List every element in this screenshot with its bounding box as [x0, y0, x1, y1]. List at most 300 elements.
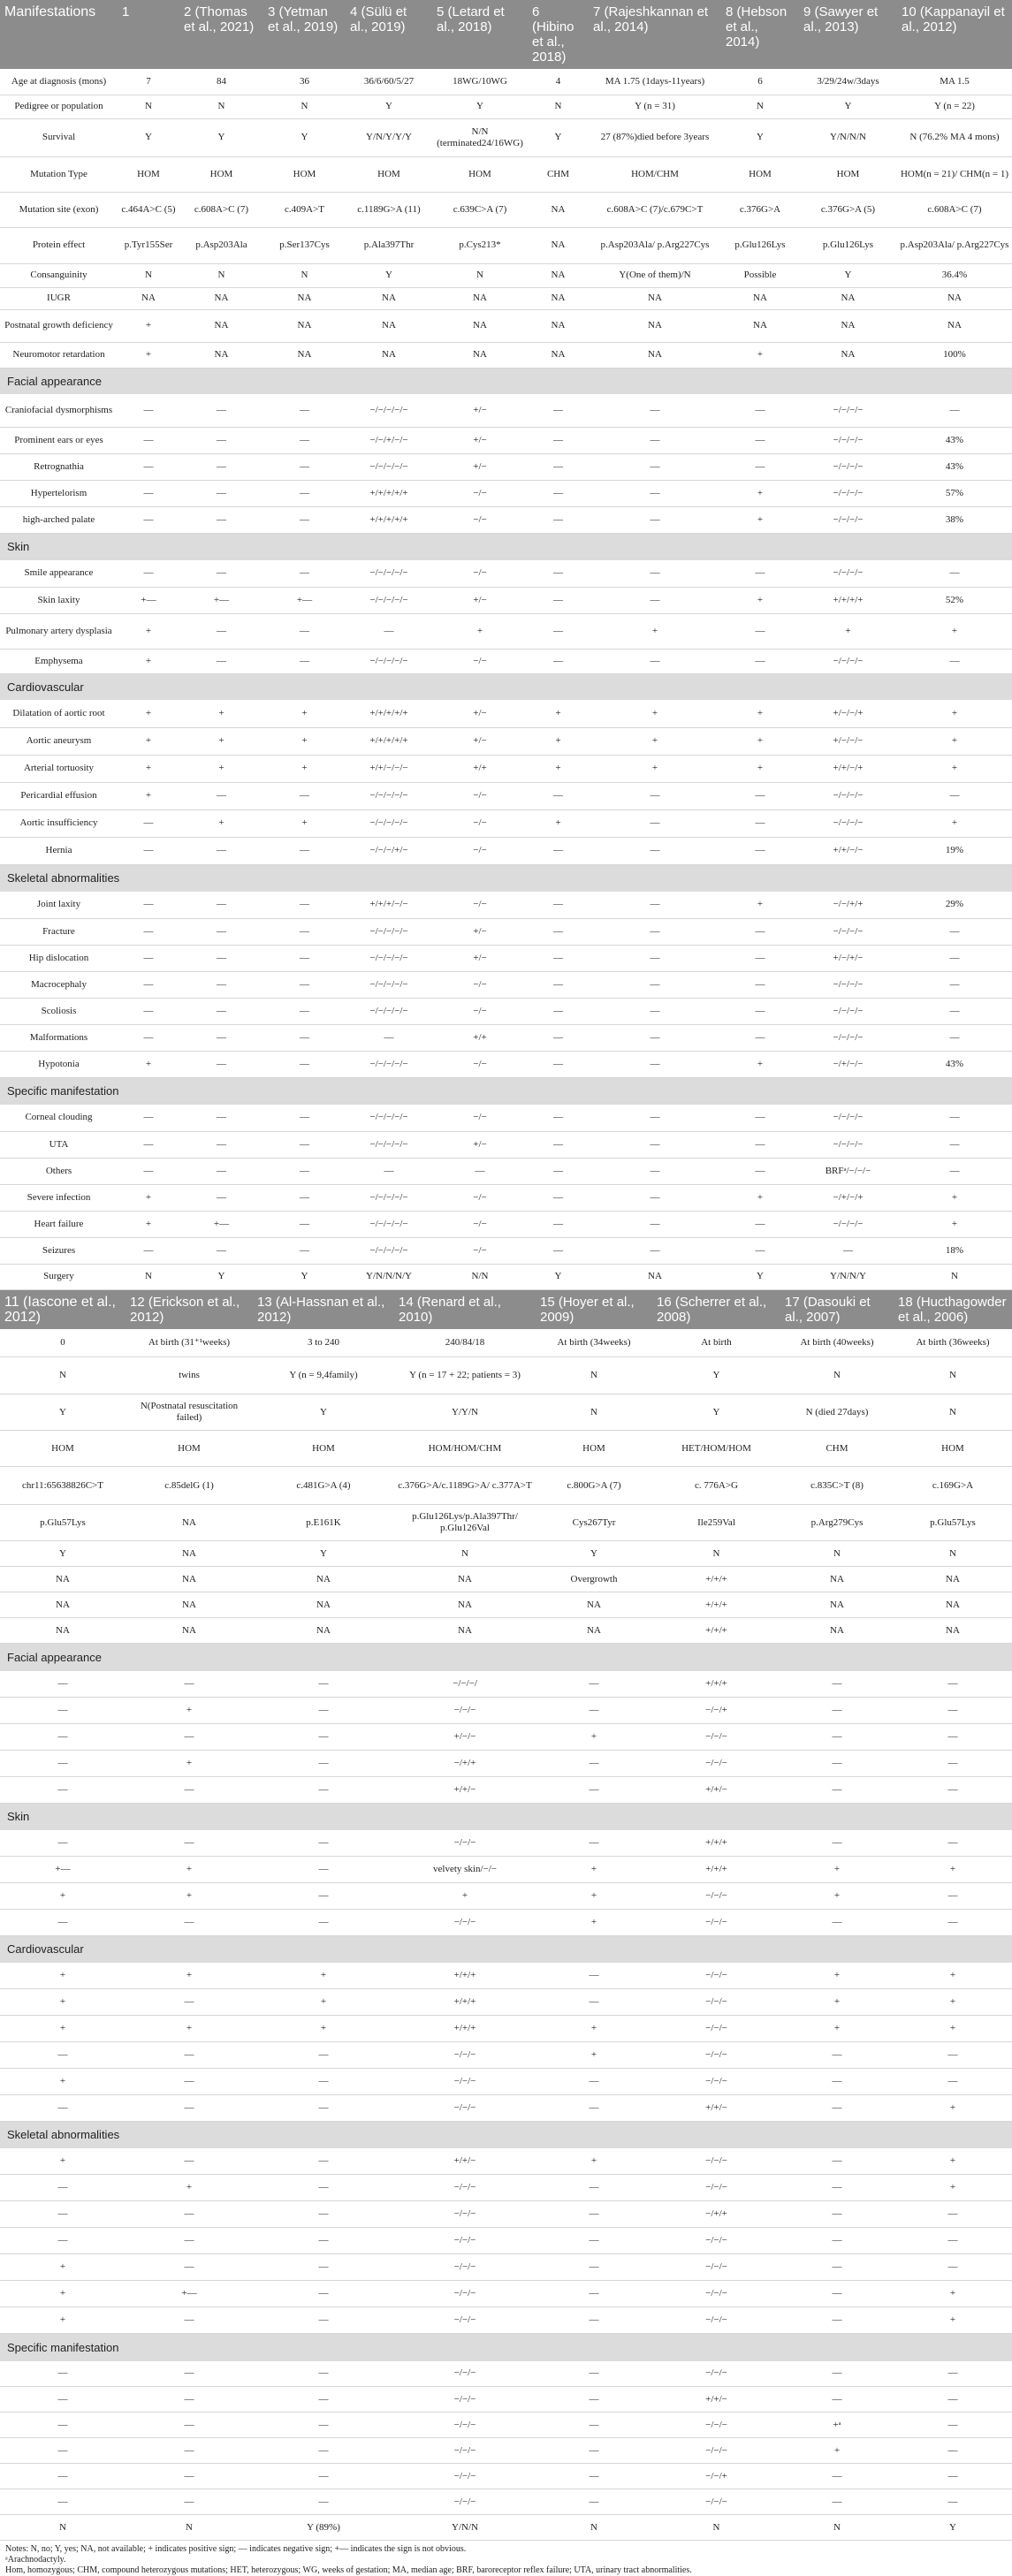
- table-cell: −/−/−/−/−: [346, 998, 432, 1024]
- table-cell: +/+/+/+/+: [346, 700, 432, 727]
- table-cell: —: [179, 837, 263, 864]
- table-cell: −/−/−/−: [799, 971, 897, 998]
- table-cell: N: [897, 1264, 1012, 1289]
- table-cell: —: [894, 1671, 1012, 1698]
- footnote-mutation-abbreviations: Hom, homozygous; CHM, compound heterozygous mutations; HET, heterozygous; WG, weeks of gestation; MA, median age; BRF, baroreceptor reflex failure; UTA, urinary tract abnormalities.: [5, 2565, 692, 2575]
- table-cell: —: [253, 2307, 394, 2334]
- table-cell: NA: [346, 342, 432, 368]
- table-cell: N: [118, 1264, 179, 1289]
- table-cell: —: [721, 918, 799, 945]
- table-cell: −/−/−/−/−: [346, 918, 432, 945]
- table-cell: −/−/−: [394, 2438, 536, 2464]
- table-cell: +: [263, 755, 346, 782]
- table-cell: —: [536, 2228, 652, 2254]
- table-cell: At birth (40weeks): [780, 1329, 894, 1357]
- section-heading: Cardiovascular: [0, 1936, 1012, 1963]
- table-cell: +/+/+/+/+: [346, 480, 432, 506]
- table-cell: −/−/−/−/−: [346, 560, 432, 587]
- table-cell: —: [126, 2201, 253, 2228]
- table-cell: —: [536, 2175, 652, 2201]
- section-heading-row: [0, 1077, 1012, 1105]
- table-cell: +/+/−/+: [799, 755, 897, 782]
- table-cell: 36.4%: [897, 263, 1012, 287]
- table-row: [0, 2438, 1012, 2464]
- table-cell: −/−/−: [394, 1698, 536, 1724]
- table-cell: +: [894, 1857, 1012, 1883]
- row-label: Postnatal growth deficiency: [0, 309, 118, 342]
- table-cell: +: [894, 2016, 1012, 2042]
- table-cell: 4: [528, 69, 589, 95]
- table-cell: —: [263, 837, 346, 864]
- table-cell: —: [721, 837, 799, 864]
- table-cell: —: [589, 945, 721, 971]
- table-cell: +—: [179, 1211, 263, 1237]
- table-row: [0, 69, 1012, 95]
- table-cell: NA: [346, 287, 432, 309]
- table-cell: —: [528, 453, 589, 480]
- table-cell: —: [536, 1671, 652, 1698]
- table-cell: —: [721, 1211, 799, 1237]
- table-cell: —: [118, 560, 179, 587]
- table-cell: +/+/+: [394, 1963, 536, 1989]
- table-cell: +/+/+/−/−: [346, 892, 432, 918]
- table-cell: +: [0, 2254, 126, 2281]
- table-cell: —: [126, 2438, 253, 2464]
- table-cell: N: [432, 263, 528, 287]
- table-cell: NA: [0, 1618, 126, 1644]
- table-cell: +: [528, 755, 589, 782]
- table-cell: —: [0, 2175, 126, 2201]
- row-label: Arterial tortuosity: [0, 755, 118, 782]
- table-cell: —: [589, 1105, 721, 1131]
- section-heading: Cardiovascular: [0, 673, 1012, 700]
- table-cell: —: [897, 1158, 1012, 1184]
- table-row: [0, 945, 1012, 971]
- table-cell: +/+/+: [652, 1618, 780, 1644]
- table-cell: c. 776A>G: [652, 1467, 780, 1505]
- table-cell: HOM: [0, 1431, 126, 1467]
- table-cell: −/−/+/+: [799, 892, 897, 918]
- table-cell: —: [253, 1777, 394, 1804]
- table-cell: At birth (36weeks): [894, 1329, 1012, 1357]
- table-cell: −/−/−/−: [799, 1024, 897, 1051]
- table-cell: —: [253, 2387, 394, 2413]
- table-cell: Y: [179, 118, 263, 156]
- table-cell: NA: [432, 342, 528, 368]
- table-cell: −/−/−/−: [799, 480, 897, 506]
- table-cell: Y: [253, 1541, 394, 1567]
- table-cell: −/+/−/+: [799, 1184, 897, 1211]
- table-cell: −/−/−/−: [799, 560, 897, 587]
- table-cell: —: [263, 1051, 346, 1077]
- table-cell: —: [253, 1671, 394, 1698]
- table-cell: —: [894, 2228, 1012, 2254]
- table-cell: −/−/−: [652, 2016, 780, 2042]
- table-cell: −/−/−/−: [799, 506, 897, 533]
- table-cell: NA: [536, 1592, 652, 1618]
- row-label: Severe infection: [0, 1184, 118, 1211]
- table-row: [0, 427, 1012, 453]
- table-cell: −/−/−/−: [799, 918, 897, 945]
- table-cell: —: [536, 2413, 652, 2438]
- table-cell: NA: [346, 309, 432, 342]
- table-cell: +: [179, 809, 263, 837]
- table-cell: −/−/−: [394, 2361, 536, 2387]
- table-cell: Y: [0, 1541, 126, 1567]
- table-cell: 43%: [897, 427, 1012, 453]
- table-cell: −/−: [432, 649, 528, 673]
- table-row: [0, 2175, 1012, 2201]
- table-cell: —: [780, 1910, 894, 1936]
- table-cell: —: [179, 998, 263, 1024]
- table-row: [0, 1211, 1012, 1237]
- table-cell: —: [894, 1724, 1012, 1751]
- table-cell: —: [721, 394, 799, 427]
- table-cell: Possible: [721, 263, 799, 287]
- table-row: [0, 1467, 1012, 1505]
- row-label: Aortic insufficiency: [0, 809, 118, 837]
- table-cell: —: [118, 480, 179, 506]
- column-header: 4 (Sülü et al., 2019): [346, 0, 432, 69]
- table-cell: +: [126, 1883, 253, 1910]
- table-cell: +: [118, 727, 179, 755]
- table-cell: +: [721, 1051, 799, 1077]
- table-cell: +—: [0, 1857, 126, 1883]
- table-row: [0, 287, 1012, 309]
- table-row: [0, 560, 1012, 587]
- table-cell: N (76.2% MA 4 mons): [897, 118, 1012, 156]
- table-cell: —: [179, 427, 263, 453]
- table-cell: Y: [346, 263, 432, 287]
- table-cell: 36: [263, 69, 346, 95]
- table-cell: NA: [394, 1567, 536, 1592]
- table-cell: —: [589, 453, 721, 480]
- row-label: Hypertelorism: [0, 480, 118, 506]
- table-row: [0, 2254, 1012, 2281]
- table-cell: N: [894, 1541, 1012, 1567]
- row-label: Hypotonia: [0, 1051, 118, 1077]
- table-cell: —: [528, 918, 589, 945]
- table-cell: −/−/−: [652, 2254, 780, 2281]
- table-cell: −/−/−: [652, 2413, 780, 2438]
- table-row: [0, 309, 1012, 342]
- table-cell: +: [721, 1184, 799, 1211]
- table-cell: NA: [263, 287, 346, 309]
- table-cell: —: [894, 2438, 1012, 2464]
- table-row: [0, 2148, 1012, 2175]
- table-cell: —: [126, 2095, 253, 2122]
- table-cell: —: [253, 1883, 394, 1910]
- section-heading-row: [0, 864, 1012, 892]
- table-cell: —: [897, 971, 1012, 998]
- table-cell: Y(One of them)/N: [589, 263, 721, 287]
- table-cell: −/−/−/−: [799, 1105, 897, 1131]
- table-cell: −/−/−/−: [799, 782, 897, 809]
- table-cell: +: [897, 755, 1012, 782]
- table-cell: +: [894, 2281, 1012, 2307]
- table-cell: —: [263, 613, 346, 649]
- table-cell: NA: [589, 342, 721, 368]
- table-cell: —: [118, 1237, 179, 1264]
- table-cell: —: [179, 506, 263, 533]
- table-cell: 38%: [897, 506, 1012, 533]
- table-cell: —: [894, 2361, 1012, 2387]
- table-cell: +: [263, 809, 346, 837]
- table-cell: −/−/−: [652, 2069, 780, 2095]
- table-cell: NA: [528, 192, 589, 227]
- table-cell: N: [179, 95, 263, 118]
- table-cell: —: [536, 2281, 652, 2307]
- table-row: [0, 2281, 1012, 2307]
- table-cell: —: [253, 2148, 394, 2175]
- table-cell: —: [536, 2201, 652, 2228]
- section-heading: Skin: [0, 533, 1012, 560]
- table-cell: —: [528, 506, 589, 533]
- table-row: [0, 2201, 1012, 2228]
- table-cell: At birth: [652, 1329, 780, 1357]
- table-cell: MA 1.75 (1days-11years): [589, 69, 721, 95]
- table-row: [0, 971, 1012, 998]
- table-cell: p.Cys213*: [432, 227, 528, 263]
- table-cell: —: [780, 2281, 894, 2307]
- table-cell: Y/Y/N: [394, 1394, 536, 1431]
- table-cell: —: [721, 1105, 799, 1131]
- table-row: [0, 95, 1012, 118]
- header-row: [0, 1290, 1012, 1329]
- table-row: [0, 1024, 1012, 1051]
- table-cell: NA: [897, 309, 1012, 342]
- table-cell: —: [346, 613, 432, 649]
- table-cell: −/−/−/−/−: [346, 1184, 432, 1211]
- table-cell: +/−: [432, 394, 528, 427]
- row-label: Age at diagnosis (mons): [0, 69, 118, 95]
- table-cell: +: [780, 1989, 894, 2016]
- table-cell: —: [589, 480, 721, 506]
- row-label: Seizures: [0, 1237, 118, 1264]
- table-cell: —: [432, 1158, 528, 1184]
- table-cell: +: [721, 506, 799, 533]
- table-cell: —: [589, 837, 721, 864]
- table-cell: +: [126, 2016, 253, 2042]
- table-cell: −/−/−/−: [799, 998, 897, 1024]
- table-cell: −/−/−/−/−: [346, 453, 432, 480]
- table-cell: c.639C>A (7): [432, 192, 528, 227]
- table-cell: +: [118, 1184, 179, 1211]
- table-cell: +/−/+/−: [799, 945, 897, 971]
- table-cell: −/−/−: [394, 2201, 536, 2228]
- table-footnotes: [0, 2541, 1012, 2576]
- table-cell: +: [528, 809, 589, 837]
- table-cell: −/−/−: [652, 1910, 780, 1936]
- column-header: 17 (Dasouki et al., 2007): [780, 1290, 894, 1329]
- table-cell: +: [897, 809, 1012, 837]
- table-cell: +/−: [432, 700, 528, 727]
- table-cell: —: [780, 2042, 894, 2069]
- table-cell: p.Tyr155Ser: [118, 227, 179, 263]
- table-cell: —: [528, 998, 589, 1024]
- table-cell: MA 1.5: [897, 69, 1012, 95]
- table-cell: —: [894, 1830, 1012, 1857]
- table-cell: +/+/−: [652, 1777, 780, 1804]
- table-cell: −/+/−/−: [799, 1051, 897, 1077]
- table-cell: —: [118, 998, 179, 1024]
- row-label: Hernia: [0, 837, 118, 864]
- table-cell: —: [894, 1698, 1012, 1724]
- table-cell: —: [118, 971, 179, 998]
- row-label: Fracture: [0, 918, 118, 945]
- row-label: Craniofacial dysmorphisms: [0, 394, 118, 427]
- table-cell: c.481G>A (4): [253, 1467, 394, 1505]
- table-cell: —: [253, 2361, 394, 2387]
- column-header: 8 (Hebson et al., 2014): [721, 0, 799, 69]
- table-cell: Y/N/N/N/Y: [346, 1264, 432, 1289]
- table-cell: +/+: [432, 755, 528, 782]
- table-cell: +/−: [432, 453, 528, 480]
- table-cell: —: [118, 394, 179, 427]
- section-heading-row: [0, 2122, 1012, 2148]
- table-cell: −/−/−: [652, 1724, 780, 1751]
- table-cell: —: [721, 809, 799, 837]
- table-cell: c.376G>A/c.1189G>A/ c.377A>T: [394, 1467, 536, 1505]
- footnote-abbreviations: Notes: N, no; Y, yes; NA, not available; + indicates positive sign; — indicates negative sign; +— indicates the sign is not obvious.: [5, 2544, 467, 2554]
- table-cell: Y/N/N/Y: [799, 1264, 897, 1289]
- table-cell: −/−/−: [652, 1883, 780, 1910]
- table-cell: twins: [126, 1357, 253, 1394]
- table-cell: NA: [799, 342, 897, 368]
- section-heading: Specific manifestation: [0, 1077, 1012, 1105]
- table-cell: —: [253, 2095, 394, 2122]
- table-cell: +/+/+: [394, 1989, 536, 2016]
- table-cell: N: [894, 1357, 1012, 1394]
- table-cell: −/−/−: [652, 2307, 780, 2334]
- table-cell: Y: [528, 1264, 589, 1289]
- table-cell: N: [780, 2515, 894, 2541]
- row-label: Macrocephaly: [0, 971, 118, 998]
- table-cell: —: [179, 1158, 263, 1184]
- table-cell: Y: [652, 1394, 780, 1431]
- table-cell: —: [263, 453, 346, 480]
- table-cell: HOM(n = 21)/ CHM(n = 1): [897, 156, 1012, 192]
- table-cell: +: [536, 1910, 652, 1936]
- table-cell: —: [897, 782, 1012, 809]
- table-cell: +/−: [432, 427, 528, 453]
- table-cell: —: [780, 1698, 894, 1724]
- table-cell: —: [589, 649, 721, 673]
- row-label: Emphysema: [0, 649, 118, 673]
- table-cell: +: [894, 2307, 1012, 2334]
- table-cell: −/−/−: [394, 2489, 536, 2515]
- table-cell: —: [253, 1910, 394, 1936]
- table-cell: c.376G>A: [721, 192, 799, 227]
- table-row: [0, 1329, 1012, 1357]
- table-cell: —: [118, 1131, 179, 1158]
- row-label: Mutation Type: [0, 156, 118, 192]
- table-cell: —: [0, 1698, 126, 1724]
- table-cell: HOM: [799, 156, 897, 192]
- table-cell: +: [118, 613, 179, 649]
- table-cell: —: [179, 1131, 263, 1158]
- table-cell: Y: [894, 2515, 1012, 2541]
- table-cell: —: [536, 1989, 652, 2016]
- row-label: Neuromotor retardation: [0, 342, 118, 368]
- table-cell: —: [589, 782, 721, 809]
- table-cell: —: [118, 809, 179, 837]
- table-row: [0, 1158, 1012, 1184]
- table-row: [0, 2069, 1012, 2095]
- table-row: [0, 394, 1012, 427]
- table-cell: −/−: [432, 892, 528, 918]
- table-cell: —: [263, 506, 346, 533]
- table-cell: p.Glu57Lys: [894, 1505, 1012, 1541]
- table-cell: CHM: [528, 156, 589, 192]
- table-row: [0, 727, 1012, 755]
- table-cell: +/+/+: [394, 2016, 536, 2042]
- table-cell: —: [894, 2042, 1012, 2069]
- table-cell: Y: [179, 1264, 263, 1289]
- row-label: Prominent ears or eyes: [0, 427, 118, 453]
- table-cell: N: [263, 263, 346, 287]
- table-cell: +: [536, 1857, 652, 1883]
- table-cell: —: [721, 971, 799, 998]
- table-cell: —: [721, 649, 799, 673]
- table-cell: −/−: [432, 560, 528, 587]
- table-cell: —: [589, 427, 721, 453]
- table-cell: —: [528, 945, 589, 971]
- row-label: UTA: [0, 1131, 118, 1158]
- row-label: Malformations: [0, 1024, 118, 1051]
- table-cell: p.Glu126Lys/p.Ala397Thr/ p.Glu126Val: [394, 1505, 536, 1541]
- table-cell: —: [897, 394, 1012, 427]
- table-cell: +: [589, 613, 721, 649]
- table-cell: NA: [799, 309, 897, 342]
- table-cell: NA: [263, 342, 346, 368]
- table-cell: NA: [394, 1592, 536, 1618]
- table-cell: —: [589, 892, 721, 918]
- table-cell: NA: [528, 263, 589, 287]
- table-cell: +: [536, 1724, 652, 1751]
- section-heading: Skeletal abnormalities: [0, 2122, 1012, 2148]
- table-cell: +/−: [432, 1131, 528, 1158]
- section-heading-row: [0, 673, 1012, 700]
- table-cell: —: [179, 782, 263, 809]
- table-cell: —: [897, 649, 1012, 673]
- table-cell: —: [721, 1237, 799, 1264]
- table-cell: 57%: [897, 480, 1012, 506]
- table-row: [0, 1264, 1012, 1289]
- row-label: Pedigree or population: [0, 95, 118, 118]
- table-cell: NA: [528, 309, 589, 342]
- table-cell: Y: [799, 263, 897, 287]
- table-cell: N(Postnatal resuscitation failed): [126, 1394, 253, 1431]
- table-cell: Y: [253, 1394, 394, 1431]
- table-cell: +: [126, 1963, 253, 1989]
- table-row: [0, 1431, 1012, 1467]
- table-cell: NA: [253, 1618, 394, 1644]
- table-cell: —: [589, 394, 721, 427]
- table-cell: −/−/−: [652, 1989, 780, 2016]
- table-cell: +/+/+: [652, 1592, 780, 1618]
- table-cell: +: [780, 1883, 894, 1910]
- table-cell: —: [536, 2361, 652, 2387]
- table-cell: +: [432, 613, 528, 649]
- table-cell: 36/6/60/5/27: [346, 69, 432, 95]
- table-cell: —: [528, 560, 589, 587]
- table-cell: +/−: [432, 945, 528, 971]
- table-row: [0, 1131, 1012, 1158]
- table-cell: 52%: [897, 587, 1012, 613]
- table-cell: —: [179, 480, 263, 506]
- table-cell: —: [263, 480, 346, 506]
